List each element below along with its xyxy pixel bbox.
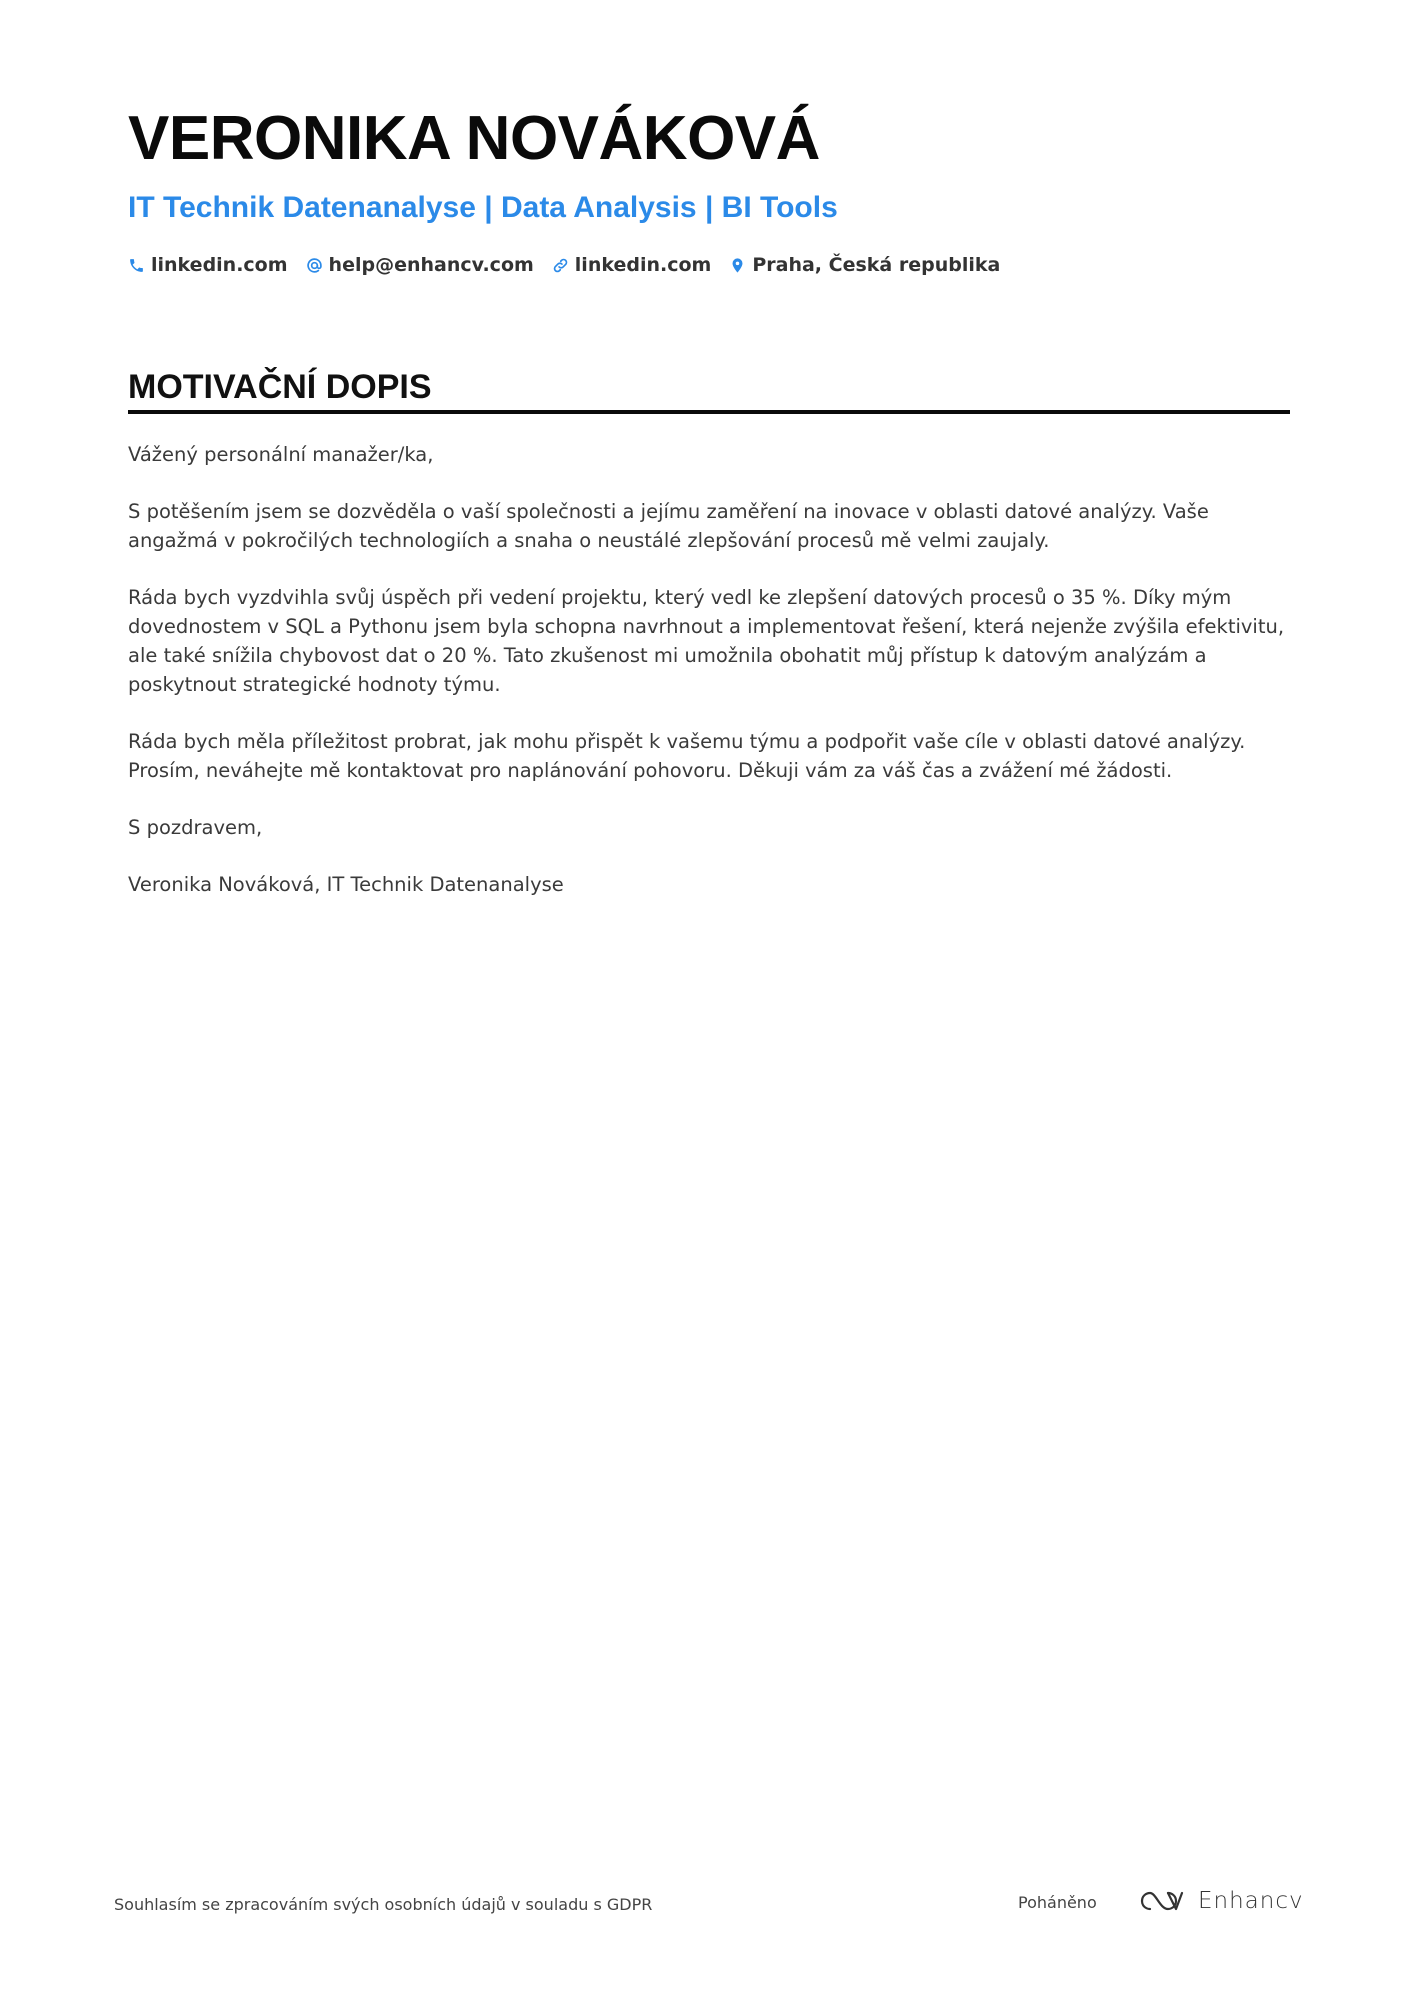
contact-bar xyxy=(128,254,1000,276)
contact-email[interactable] xyxy=(306,254,534,276)
letter-closing: S pozdravem, xyxy=(128,816,263,839)
letter-greeting: Vážený personální manažer/ka, xyxy=(128,443,434,466)
gdpr-consent-note: Souhlasím se zpracováním svých osobních údajů v souladu s GDPR xyxy=(114,1895,653,1914)
contact-link-text: linkedin.com xyxy=(574,254,712,276)
contact-phone-text: linkedin.com xyxy=(151,254,288,276)
section-divider xyxy=(128,410,1290,414)
powered-by-label: Poháněno xyxy=(1018,1893,1097,1912)
enhancv-logo-icon xyxy=(1138,1888,1186,1914)
candidate-subtitle: IT Technik Datenanalyse | Data Analysis | BI Tools xyxy=(128,191,838,224)
letter-paragraph: S potěšením jsem se dozvěděla o vaší společnosti a jejímu zaměření na inovace v oblasti datové analýzy. Vaše angažmá v pokročilých technologiích a snaha o neustálé zlepšování procesů mě velmi zaujaly. xyxy=(128,500,1209,552)
contact-link[interactable] xyxy=(552,254,712,276)
letter-signature: Veronika Nováková, IT Technik Datenanalyse xyxy=(128,873,564,896)
link-icon xyxy=(552,257,569,274)
letter-body xyxy=(128,440,1290,927)
contact-phone[interactable] xyxy=(128,254,288,276)
contact-location xyxy=(729,254,1000,276)
letter-paragraph: Ráda bych vyzdvihla svůj úspěch při vedení projektu, který vedl ke zlepšení datových procesů o 35 %. Díky mým dovednostem v SQL a Pythonu jsem byla schopna navrhnout a implementovat řešení, která nejenže zvýšila efektivitu, ale také snížila chybovost dat o 20 %. Tato zkušenost mi umožnila obohatit můj přístup k datovým analýzám a poskytnout strategické hodnoty týmu. xyxy=(128,586,1285,696)
contact-location-text: Praha, Česká republika xyxy=(752,254,1001,276)
at-icon xyxy=(306,257,323,274)
enhancv-logo[interactable] xyxy=(1138,1888,1304,1914)
letter-paragraph: Ráda bych měla příležitost probrat, jak mohu přispět k vašemu týmu a podpořit vaše cíle v oblasti datové analýzy. Prosím, neváhejte mě kontaktovat pro naplánování pohovoru. Děkuji vám za váš čas a zvážení mé žádosti. xyxy=(128,730,1246,782)
brand-name: Enhancv xyxy=(1198,1888,1304,1914)
contact-email-text: help@enhancv.com xyxy=(328,254,534,276)
section-title: MOTIVAČNÍ DOPIS xyxy=(128,368,432,406)
candidate-name: VERONIKA NOVÁKOVÁ xyxy=(128,104,820,173)
location-pin-icon xyxy=(729,257,746,274)
phone-icon xyxy=(128,257,145,274)
